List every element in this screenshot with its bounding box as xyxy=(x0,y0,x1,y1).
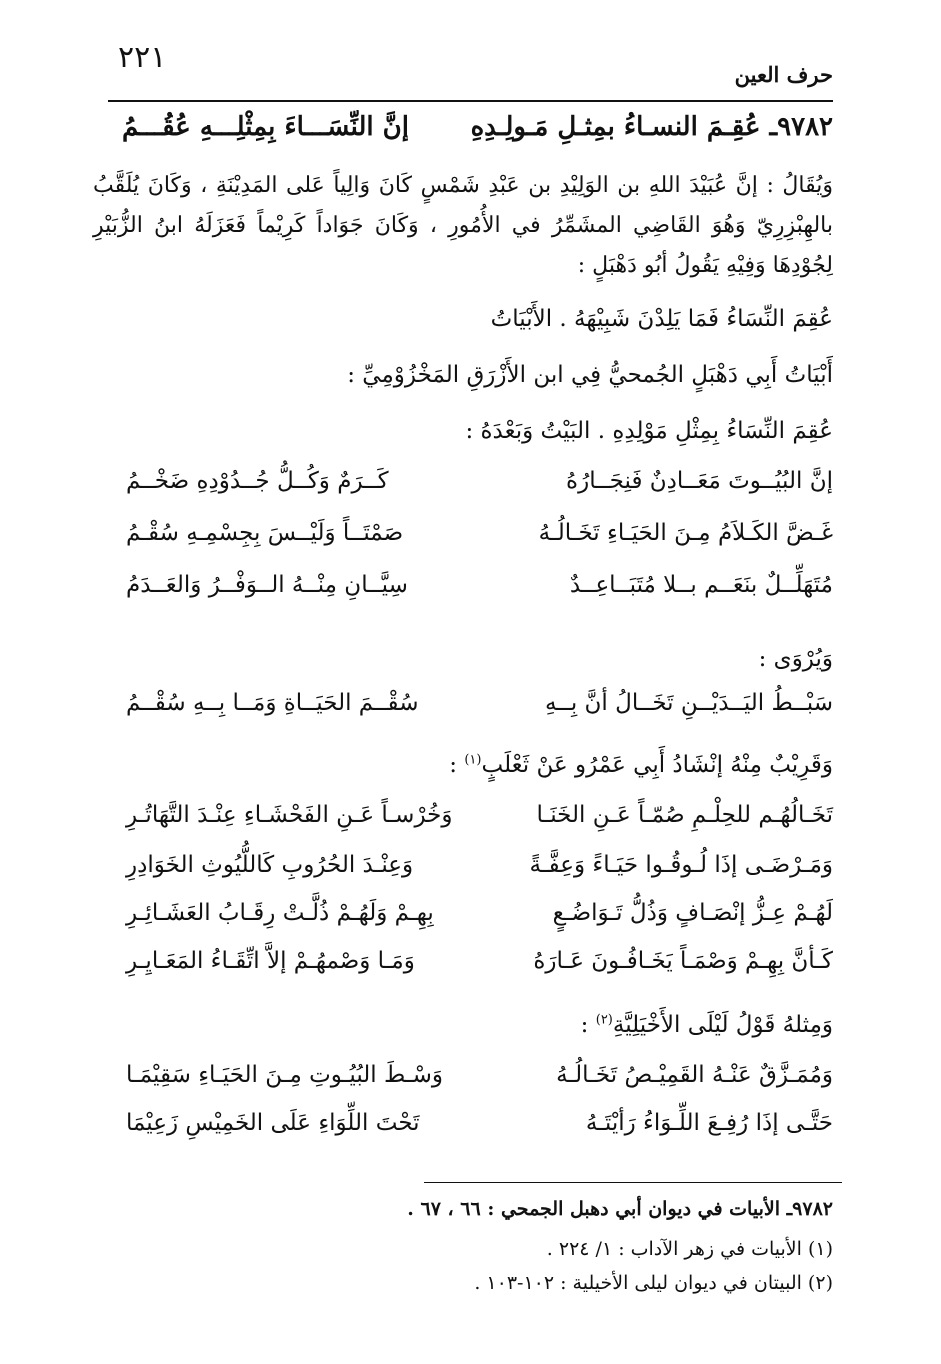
entry-title: ٩٧٨٢ـ عُقِـمَ النسـاءُ بمِثـلِ مَـولِـدِهِ xyxy=(470,112,833,142)
verse-line xyxy=(108,1110,833,1154)
mithluh-line xyxy=(581,1012,833,1038)
page-number: ٢٢١ xyxy=(118,40,167,75)
verse-second-hemistich: وَسْـطَ البُيُـوتِ مِـنَ الحَيَـاءِ سَقِيْمَـا xyxy=(126,1062,443,1088)
verse-line xyxy=(108,520,833,564)
footnote-ref-2: (٢) xyxy=(595,1012,613,1028)
header-rule xyxy=(108,100,833,102)
footnote-ref-1: (١) xyxy=(464,752,482,768)
verse-second-hemistich: سِيَّــانِ مِنْــهُ الــوَفْــرُ وَالعَــدَمُ xyxy=(126,572,408,598)
text-line-3: عُقِمَ النِّسَاءُ بِمِثْلِ مَوْلِدِهِ . البَيْتُ وَبَعْدَهُ : xyxy=(465,418,833,444)
text-line-2: أَبْيَاتُ أَبِي دَهْبَلٍ الجُمحيُّ فِي ابن الأَزْرَقِ المَخْزُوْمِيِّ : xyxy=(347,362,833,388)
running-head: حرف العين xyxy=(734,62,833,87)
verse-first-hemistich: حَتَّـى إذَا رُفِـعَ اللِّـوَاءُ رَأيْتَـهُ xyxy=(585,1110,833,1136)
footnote-rule xyxy=(424,1182,842,1183)
verse-line xyxy=(108,852,833,896)
intro-paragraph: وَيُقَالُ : إنَّ عُبَيْدَ اللهِ بن الوَلِيْدِ بن عَبْدِ شَمْسٍ كَانَ وَالِياً عَلى المَدِيْنَةِ ، وَكَانَ يُلَقَّبُ بالهِبْزِرِيّ وَهُوَ القَاضِي المشَمِّرُ في الأُمُورِ ، وَكَانَ جَوَاداً كَرِيْماً فَعَزَلَهُ ابنُ الزُّبَيْرِ لِجُوْدِهَا وَفِيْهِ يَقُولُ أبُو دَهْبَلٍ : xyxy=(93,173,833,278)
entry-heading xyxy=(108,112,833,158)
qarib-line xyxy=(449,752,833,778)
verse-second-hemistich: صَمْتَــاً وَلَيْــسَ بِجِسْمِـهِ سُقْـمُ xyxy=(126,520,404,546)
verse-second-hemistich: سُقْــمَ الحَيَــاةِ وَمَــا بِــهِ سُقْــمُ xyxy=(126,690,419,716)
verse-second-hemistich: بِهِـمْ وَلَهُـمْ ذُلَّـتْ رِقَـابُ العَشَـائِـرِ xyxy=(126,900,434,926)
verse-second-hemistich: تَحْتَ اللِّوَاءِ عَلَى الخَمِيْسِ زَعِيْمَا xyxy=(126,1110,420,1136)
qarib-colon: : xyxy=(449,752,465,778)
verse-first-hemistich: وَمَـرْضَـى إذَا لُـوقُـوا حَيَـاءً وَعِفَّـةً xyxy=(529,852,833,878)
verse-first-hemistich: وَمُمَـزَّقٌ عَنْـهُ القَمِيْـصُ تَخَـالُـهُ xyxy=(556,1062,833,1088)
footnote-1: (١) الأبيات في زهر الآداب : ١/ ٢٢٤ . xyxy=(546,1238,833,1260)
verse-second-hemistich: وَخُرْسـاً عَـنِ الفَحْشَـاءِ عِنْـدَ التَّهَاتُـرِ xyxy=(126,802,453,828)
verse-second-hemistich: وَمَـا وَصْمهُـمْ إلاَّ اتِّقَـاءُ المَعَـايِـرِ xyxy=(126,948,415,974)
qarib-text: وَقَرِيْبٌ مِنْهُ إنْشَادُ أَبِي عَمْرُو عَنْ ثَعْلَبٍ xyxy=(481,752,833,778)
verse-line xyxy=(108,690,833,734)
verse-line xyxy=(108,1062,833,1106)
mithluh-text: وَمِثلهُ قَوْلُ لَيْلَى الأَخْيَلِيَّةِ xyxy=(612,1012,833,1038)
verse-line xyxy=(108,572,833,616)
verse-line xyxy=(108,802,833,846)
entry-title-second-hemistich: إنَّ النِّسَـــاءَ بِمِثْلِـــهِ عُقُـــمُ xyxy=(122,112,409,142)
verse-first-hemistich: غَـضَّ الكَـلاَمُ مِـنَ الحَيَـاءِ تَخَـالُـهُ xyxy=(538,520,833,546)
verse-first-hemistich: تَخَـالُهُـم للحِلْـمِ صُمّـاً عَـنِ الخَنَـا xyxy=(536,802,833,828)
text-line-1: عُقِمَ النِّسَاءُ فَمَا يَلِدْنَ شَبِيْهَهُ . الأَبْيَاتُ xyxy=(490,306,833,332)
footnote-2: (٢) البيتان في ديوان ليلى الأخيلية : ١٠٢-١٠٣ . xyxy=(474,1272,833,1294)
verse-first-hemistich: كَـأنَّ بِهِـمْ وَصْمَـاً يَخَـافُـونَ عَـارَهُ xyxy=(533,948,833,974)
verse-line xyxy=(108,948,833,992)
verse-line xyxy=(108,468,833,512)
verse-first-hemistich: لَهُـمْ عِـزُّ إنْصَـافٍ وَذُلُّ تَـوَاضُـعٍ xyxy=(552,900,833,926)
yurwa-line: وَيُرْوَى : xyxy=(758,646,833,672)
verse-first-hemistich: إنَّ البُيُــوتَ مَعَــادِنٌ فَنِجَــارُهُ xyxy=(566,468,833,494)
verse-first-hemistich: سَبْــطُ اليَــدَيْــنِ تَخَــالُ أنَّ بِــهِ xyxy=(545,690,833,716)
mithluh-colon: : xyxy=(580,1012,596,1038)
verse-second-hemistich: كَــرَمٌ وَكُــلُّ جُــدُوْدِهِ ضَخْــمُ xyxy=(126,468,389,494)
verse-line xyxy=(108,900,833,944)
footnote-entry: ٩٧٨٢ـ الأبيات في ديوان أبي دهبل الجمحي : ٦٦ ، ٦٧ . xyxy=(407,1198,833,1220)
verse-second-hemistich: وَعِنْـدَ الحُرُوبِ كَاللُّيُوثِ الخَوَادِرِ xyxy=(126,852,414,878)
verse-first-hemistich: مُتَهَلِّــلٌ بنَعَــم بــلا مُتَبَــاعِــدٌ xyxy=(569,572,833,598)
